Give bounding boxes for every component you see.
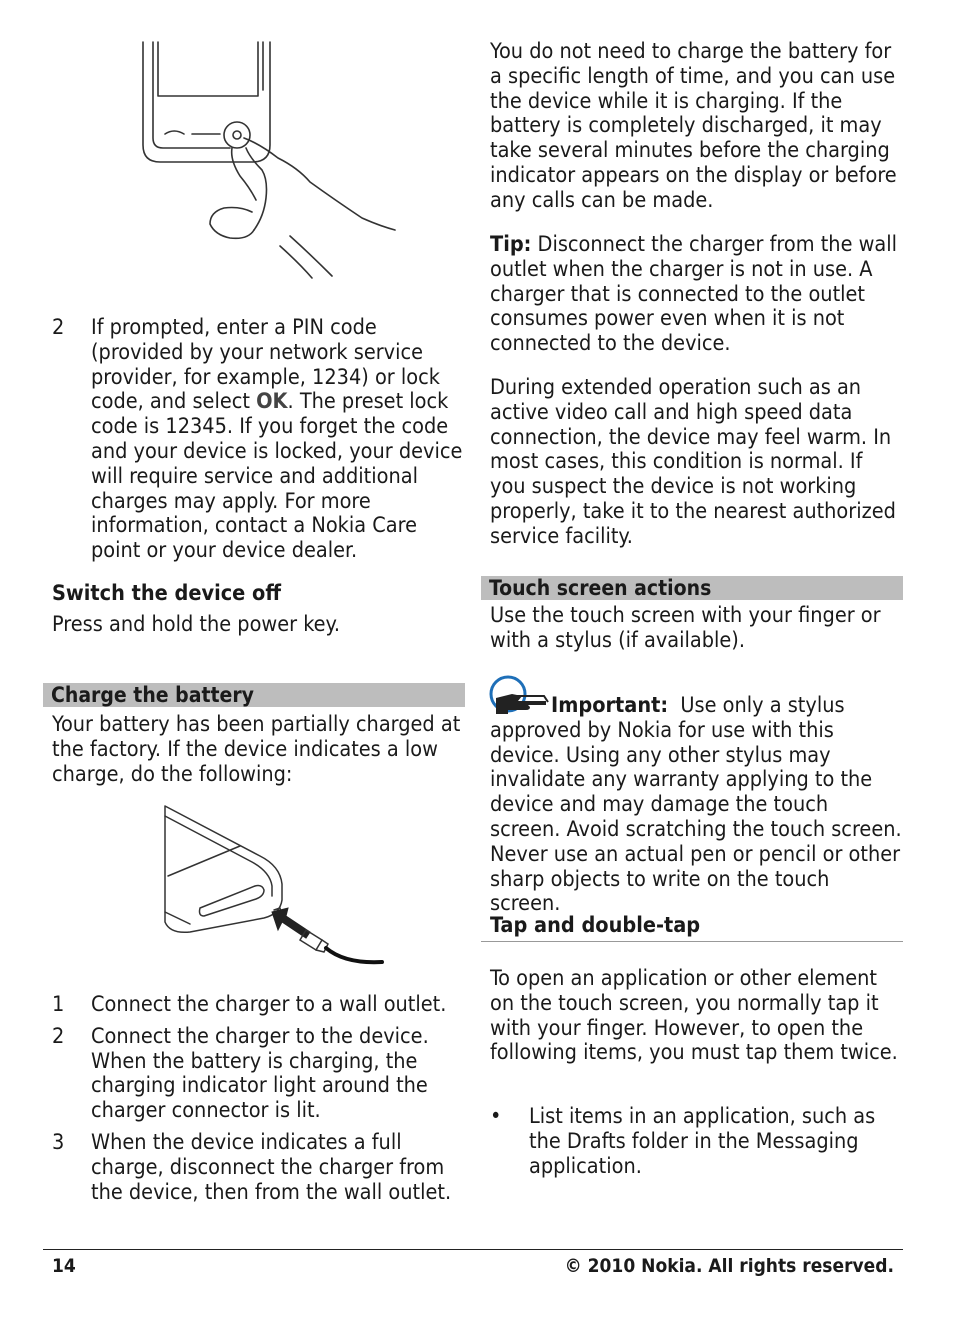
- charger-connection-illustration: [160, 804, 390, 969]
- step-2-pin: [52, 316, 464, 564]
- tap-heading-rule: [481, 941, 903, 942]
- page-number: 14: [52, 1255, 76, 1277]
- charge-intro: Your battery has been partially charged at the factory. If the device indicates a low charge, do the following:: [52, 712, 461, 787]
- important-label: Important:: [551, 693, 669, 718]
- touch-intro: Use the touch screen with your finger or with a stylus (if available).: [490, 603, 881, 653]
- tap-text: To open an application or other element on the touch screen, you normally tap it with your finger. However, to open the following items, you must tap them twice.: [490, 966, 898, 1066]
- footer-rule: [43, 1249, 903, 1250]
- charge-steps-list: [52, 993, 464, 1205]
- touch-screen-heading: Touch screen actions: [481, 576, 903, 600]
- switch-off-text: Press and hold the power key.: [52, 612, 341, 637]
- step-number: 2: [52, 315, 65, 340]
- list-item: 1 Connect the charger to a wall outlet.: [52, 992, 447, 1017]
- list-item: 2 Connect the charger to the device. When the battery is charging, the charging indicator light around the charger connector is lit.: [52, 1023, 429, 1124]
- list-item: • List items in an application, such as the Drafts folder in the Messaging application.: [490, 1104, 876, 1179]
- charge-battery-heading: Charge the battery: [43, 683, 465, 707]
- copyright: © 2010 Nokia. All rights reserved.: [564, 1255, 894, 1277]
- charge-time-text: You do not need to charge the battery for a specific length of time, and you can use the device while it is charging. If the battery is completely discharged, it may take several minutes before the charging indicator appears on the display or before any calls can be made.: [490, 39, 897, 213]
- list-item: 3 When the device indicates a full charge, disconnect the charger from the device, then from the wall outlet.: [52, 1129, 452, 1205]
- ok-softkey-label: OK: [256, 389, 288, 415]
- important-paragraph: Important: Use only a stylus approved by Nokia for use with this device. Using any other stylus may invalidate any warranty applying to the device and may damage the touch screen. Avoid scratching the touch screen. Never use an actual pen or pencil or other sharp objects to write on the touch screen.: [490, 693, 902, 917]
- tip-paragraph: Tip: Disconnect the charger from the wall outlet when the charger is not in use. A charger that is connected to the outlet consumes power even when it is not connected to the device.: [490, 232, 898, 357]
- step-text: If prompted, enter a PIN code (provided by your network service provider, for example, 1234) or lock code, and select OK. The preset lock code is 12345. If you forget the code and your device is locked, your device will require service and additional charges may apply. For more information, contact a Nokia Care point or your device dealer.: [91, 315, 463, 564]
- warm-device-text: During extended operation such as an active video call and high speed data connection, the device may feel warm. In most cases, this condition is normal. If you suspect the device is not working properly, take it to the nearest authorized service facility.: [490, 375, 896, 549]
- tap-heading: Tap and double-tap: [490, 913, 701, 938]
- tip-label: Tip:: [490, 232, 532, 257]
- tap-bullet-list: [490, 1105, 902, 1179]
- switch-off-heading: Switch the device off: [52, 581, 281, 606]
- phone-key-press-illustration: [140, 40, 400, 280]
